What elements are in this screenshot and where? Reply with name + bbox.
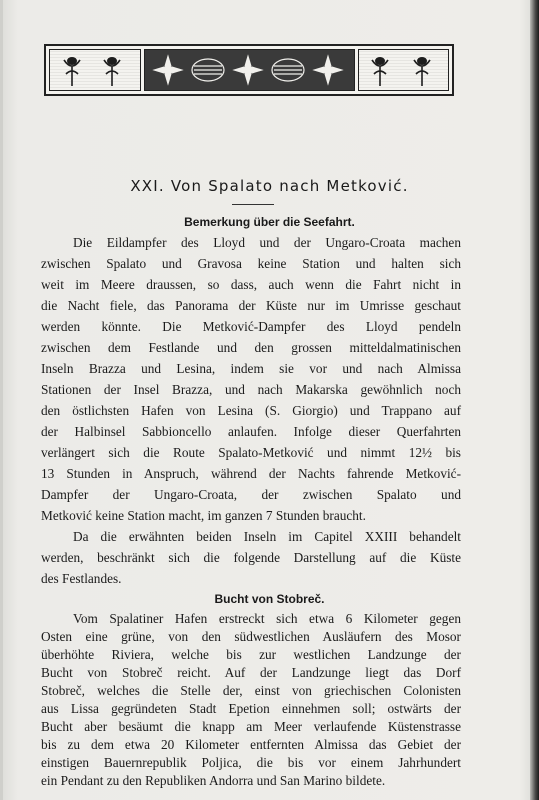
text-line: Vom Spalatiner Hafen erstreckt sich etwa 6 Kilometer gegen — [73, 611, 461, 626]
page-right-edge — [530, 0, 539, 800]
page-left-edge — [0, 0, 3, 800]
text-line: Stobreč, welches die Stelle der, einst von griechischen Colonisten — [41, 683, 461, 698]
text-line: Inseln Brazza und Lesina, indem sie vor und nach Almissa — [41, 361, 461, 376]
text-line: den östlichsten Hafen von Lesina (S. Giorgio) und Trappano auf — [41, 403, 461, 418]
text-line: des Festlandes. — [41, 571, 122, 586]
section-heading-seefahrt: Bemerkung über die Seefahrt. — [184, 215, 355, 229]
text-line: Dampfer der Ungaro-Croata, der zwischen Spalato und — [41, 487, 461, 502]
text-line: werden könnte. Die Metković-Dampfer des Lloyd pendeln — [41, 319, 461, 334]
text-line: Stationen der Insel Brazza, und nach Makarska gewöhnlich noch — [41, 382, 461, 397]
text-line: Bucht aber besäumt die knapp am Meer verlaufende Küstenstrasse — [41, 719, 461, 734]
text-line: überhöhte Riviera, welche bis zur westlichen Landzunge der — [41, 647, 461, 662]
text-line: zwischen Spalato und Gravosa keine Station und halten sich — [41, 256, 461, 271]
text-line: werden, beschränkt sich die folgende Darstellung auf die Küste — [41, 550, 461, 565]
title-rule — [232, 204, 274, 205]
text-line: ein Pendant zu den Republiken Andorra und San Marino bildete. — [41, 773, 386, 788]
text-line: aus Lissa gegründeten Stadt Epetion einnehmen soll; ostwärts der — [41, 701, 461, 716]
text-line: 13 Stunden in Anspruch, während der Nachts fahrende Metković- — [41, 466, 461, 481]
section-heading-stobrec: Bucht von Stobreč. — [214, 592, 325, 606]
text-line: Die Eildampfer des Lloyd und der Ungaro-Croata machen — [73, 235, 461, 250]
text-line: Bucht von Stobreč reicht. Auf der Landzunge liegt das Dorf — [41, 665, 461, 680]
text-line: die Nacht fiele, das Panorama der Küste nur im Umrisse geschaut — [41, 298, 461, 313]
text-line: einstigen Bauernrepublik Poljica, die bis vor einem Jahrhundert — [41, 755, 461, 770]
text-line: Osten eine grüne, von den südwestlichen Ausläufern des Mosor — [41, 629, 461, 644]
text-line: zwischen dem Festlande und den grossen mitteldalmatinischen — [41, 340, 461, 355]
text-line: bis zu dem etwa 20 Kilometer entfernten Almissa das Gebiet der — [41, 737, 461, 752]
ornament-drawing-icon — [46, 46, 452, 94]
text-line: Da die erwähnten beiden Inseln im Capitel XXIII behandelt — [73, 529, 461, 544]
text-line: verlängert sich die Route Spalato-Metković und nimmt 12½ bis — [41, 445, 461, 460]
text-line: der Halbinsel Sabbioncello anlaufen. Infolge dieser Querfahrten — [41, 424, 461, 439]
floral-ornament-band-icon — [44, 44, 454, 96]
text-line: Metković keine Station macht, im ganzen 7 Stunden braucht. — [41, 508, 366, 523]
text-line: weit im Meere draussen, so dass, auch wenn die Fahrt nicht in — [41, 277, 461, 292]
chapter-title: XXI. Von Spalato nach Metković. — [130, 177, 409, 195]
